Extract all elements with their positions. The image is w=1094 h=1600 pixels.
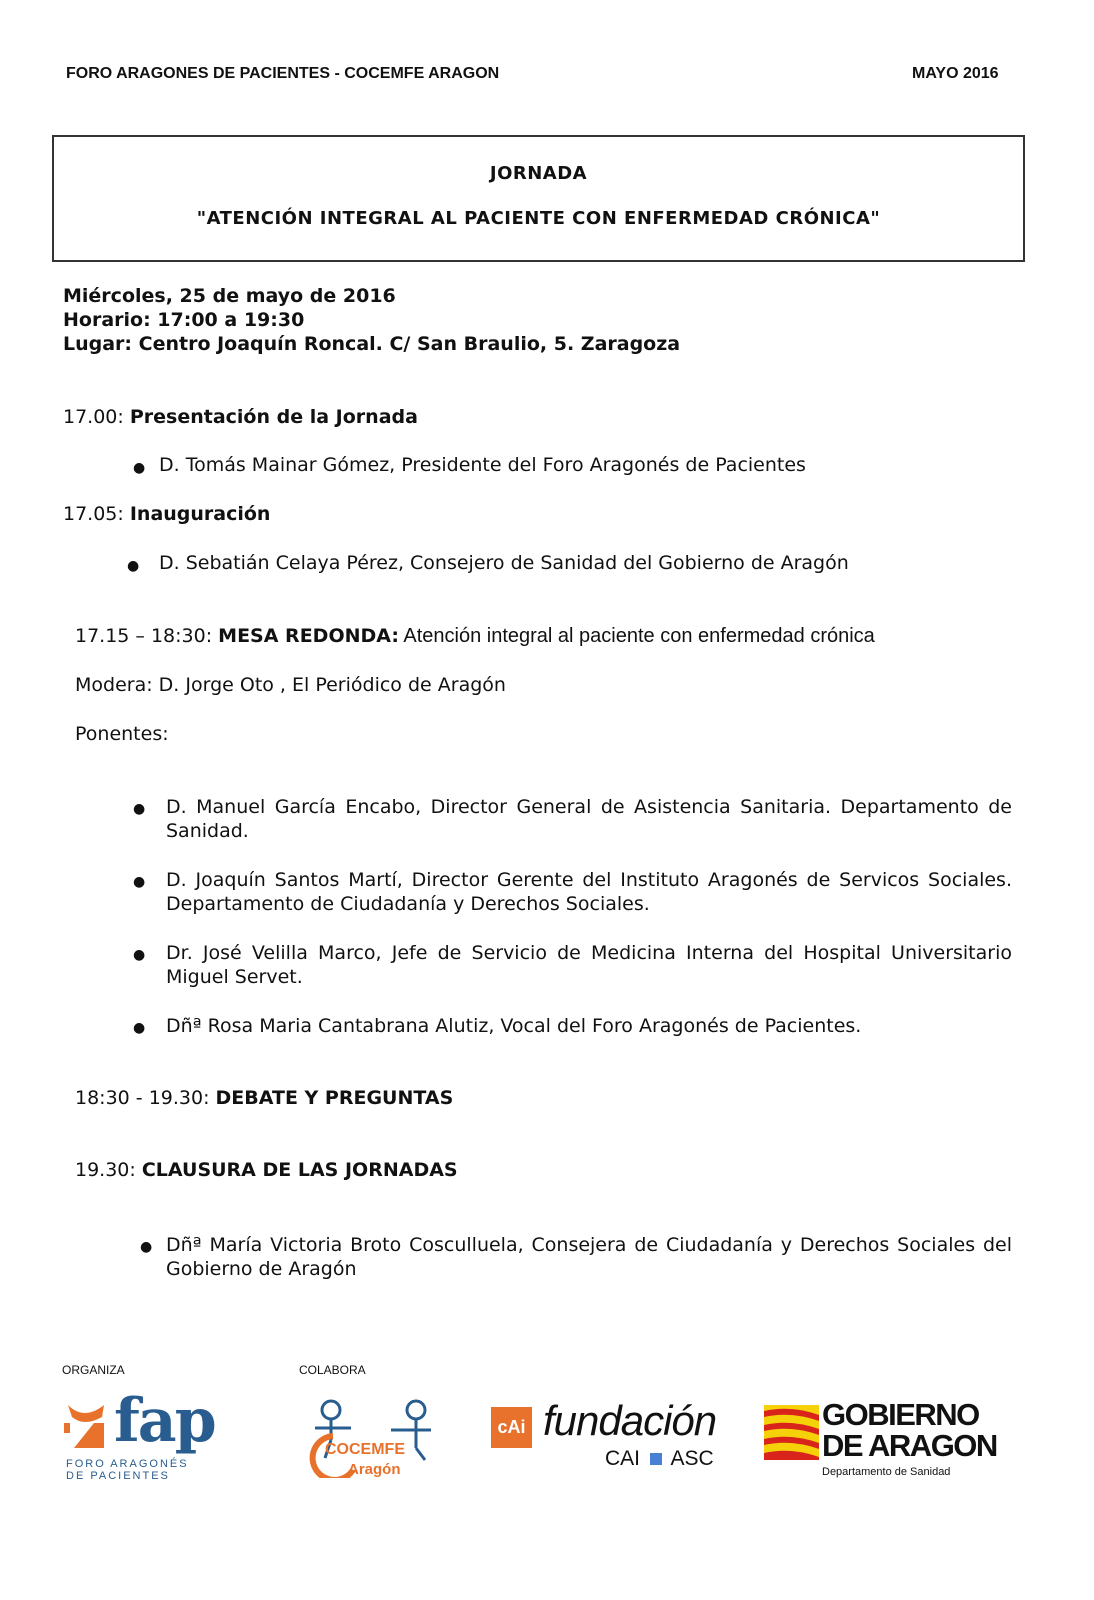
time: 19.30:: [75, 1159, 142, 1181]
square-icon: [650, 1453, 662, 1465]
aragon-text: DE ARAGON: [822, 1428, 997, 1463]
title-line1: JORNADA: [489, 163, 588, 184]
time: 17.05:: [63, 503, 130, 525]
bullet-icon: ●: [140, 1239, 153, 1255]
item-subtitle: Atención integral al paciente con enfermedad crónica: [398, 625, 875, 647]
fap-logo: [64, 1386, 239, 1488]
speaker: Dr. José Velilla Marco, Jefe de Servicio de Medicina Interna del Hospital Universitario Miguel Servet.: [166, 942, 1012, 988]
header-left: FORO ARAGONES DE PACIENTES - COCEMFE ARAGON: [66, 65, 500, 82]
organiza-label: ORGANIZA: [62, 1363, 125, 1377]
cocemfe-figures-icon: [303, 1398, 438, 1478]
event-date: Miércoles, 25 de mayo de 2016: [63, 285, 396, 307]
bullet-icon: ●: [127, 558, 140, 574]
speaker: D. Joaquín Santos Martí, Director Gerente del Instituto Aragonés de Servicos Sociales. Departamento de Ciudadanía y Derechos Sociales.: [166, 869, 1012, 915]
event-schedule: Horario: 17:00 a 19:30: [63, 309, 305, 331]
time: 18:30 - 19.30:: [75, 1087, 216, 1109]
cocemfe-logo: [303, 1398, 438, 1478]
program-item: [75, 1087, 453, 1109]
cai-sub: CAI: [605, 1447, 641, 1470]
event-info: [63, 284, 680, 356]
cai-text: fundación: [543, 1397, 717, 1444]
moderator: Modera: D. Jorge Oto , El Periódico de Aragón: [75, 674, 506, 696]
colabora-label: COLABORA: [299, 1363, 366, 1377]
gobierno-aragon-logo: [764, 1397, 1014, 1483]
speaker: Dñª María Victoria Broto Cosculluela, Consejera de Ciudadanía y Derechos Sociales del Gobierno de Aragón: [166, 1234, 1012, 1280]
title-box: [52, 135, 1025, 262]
bullet-icon: ●: [133, 1020, 146, 1036]
asc-sub: ASC: [670, 1447, 714, 1470]
item-title: CLAUSURA DE LAS JORNADAS: [141, 1159, 458, 1181]
fundacion-cai-logo: [491, 1397, 721, 1475]
program-item: [63, 503, 270, 525]
department-text: Departamento de Sanidad: [822, 1466, 951, 1478]
program-item: [75, 1159, 458, 1181]
speaker: D. Tomás Mainar Gómez, Presidente del Foro Aragonés de Pacientes: [159, 454, 806, 476]
fap-sub: DE PACIENTES: [66, 1470, 170, 1482]
time: 17.15 – 18:30:: [75, 625, 219, 647]
bullet-icon: ●: [133, 801, 146, 817]
title-line2: "ATENCIÓN INTEGRAL AL PACIENTE CON ENFERMEDAD CRÓNICA": [196, 208, 881, 229]
item-title: Presentación de la Jornada: [129, 406, 418, 428]
gobierno-text: GOBIERNO: [822, 1397, 979, 1432]
program-item: [63, 406, 418, 428]
speaker: Dñª Rosa Maria Cantabrana Alutiz, Vocal del Foro Aragonés de Pacientes.: [166, 1015, 862, 1037]
item-title: DEBATE Y PREGUNTAS: [215, 1087, 454, 1109]
svg-text:COCEMFE: COCEMFE: [325, 1441, 405, 1458]
fap-sub: FORO ARAGONÉS: [66, 1458, 189, 1470]
svg-text:Aragón: Aragón: [348, 1461, 401, 1478]
header-right: MAYO 2016: [912, 65, 999, 82]
aragon-flag-icon: [764, 1405, 819, 1460]
bullet-icon: ●: [133, 947, 146, 963]
bullet-icon: ●: [133, 460, 146, 476]
item-title: Inauguración: [129, 503, 271, 525]
bullet-icon: ●: [133, 874, 146, 890]
time: 17.00:: [63, 406, 130, 428]
speaker: D. Manuel García Encabo, Director General de Asistencia Sanitaria. Departamento de Sanidad.: [166, 796, 1012, 842]
cai-icon: cAi: [491, 1407, 532, 1448]
event-place: Lugar: Centro Joaquín Roncal. C/ San Braulio, 5. Zaragoza: [63, 333, 681, 355]
speakers-label: Ponentes:: [75, 723, 169, 745]
program-item: [75, 625, 875, 648]
fap-text: fap: [114, 1386, 215, 1456]
item-title: MESA REDONDA:: [218, 625, 399, 647]
speaker: D. Sebatián Celaya Pérez, Consejero de Sanidad del Gobierno de Aragón: [159, 552, 849, 574]
